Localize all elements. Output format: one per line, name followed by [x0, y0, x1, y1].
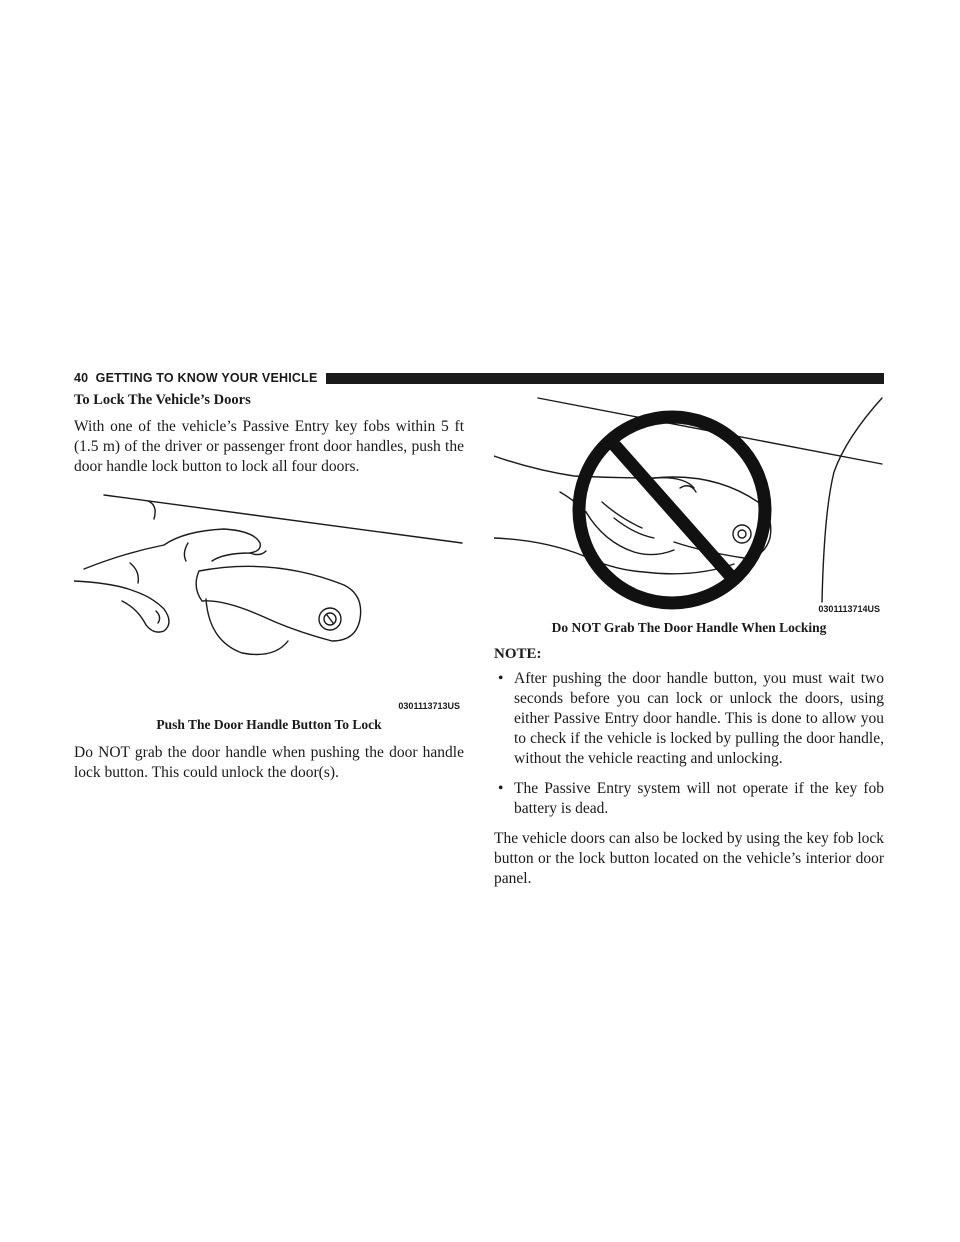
section-title-header: GETTING TO KNOW YOUR VEHICLE	[95, 371, 318, 385]
header-rule	[326, 373, 885, 384]
figure-do-not-grab	[494, 392, 884, 614]
right-column	[494, 392, 884, 889]
left-column	[74, 392, 464, 783]
push-button-illustration	[74, 491, 464, 711]
note-bullets	[494, 669, 884, 819]
do-not-grab-illustration	[494, 392, 884, 614]
list-item: • The Passive Entry system will not operate if the key fob battery is dead.	[498, 780, 884, 817]
figure-push-button	[74, 491, 464, 711]
caption-right: Do NOT Grab The Door Handle When Locking	[551, 620, 827, 635]
header-text	[74, 371, 318, 385]
list-item: • After pushing the door handle button, you must wait two seconds before you can lock or unlock the doors, using either Passive Entry door handle. This is done to allow you to check if the vehicle is locked by pulling the door handle, without the vehicle reacting and unlocking.	[498, 670, 884, 767]
closing-paragraph: The vehicle doors can also be locked by using the key fob lock button or the lock button located on the vehicle’s interior door panel.	[494, 830, 884, 887]
note-title: NOTE:	[494, 646, 542, 662]
page-number: 40	[74, 371, 89, 385]
figure-code-left: 0301113713US	[398, 701, 460, 711]
section-heading: To Lock The Vehicle’s Doors	[74, 392, 251, 408]
figure-code-right: 0301113714US	[818, 604, 880, 614]
caption-left: Push The Door Handle Button To Lock	[156, 717, 382, 732]
page-header	[74, 370, 884, 386]
warning-paragraph: Do NOT grab the door handle when pushing the door handle lock button. This could unlock the door(s).	[74, 744, 464, 781]
intro-paragraph: With one of the vehicle’s Passive Entry key fobs within 5 ft (1.5 m) of the driver or passenger front door handles, push the door handle lock button to lock all four doors.	[74, 418, 464, 475]
